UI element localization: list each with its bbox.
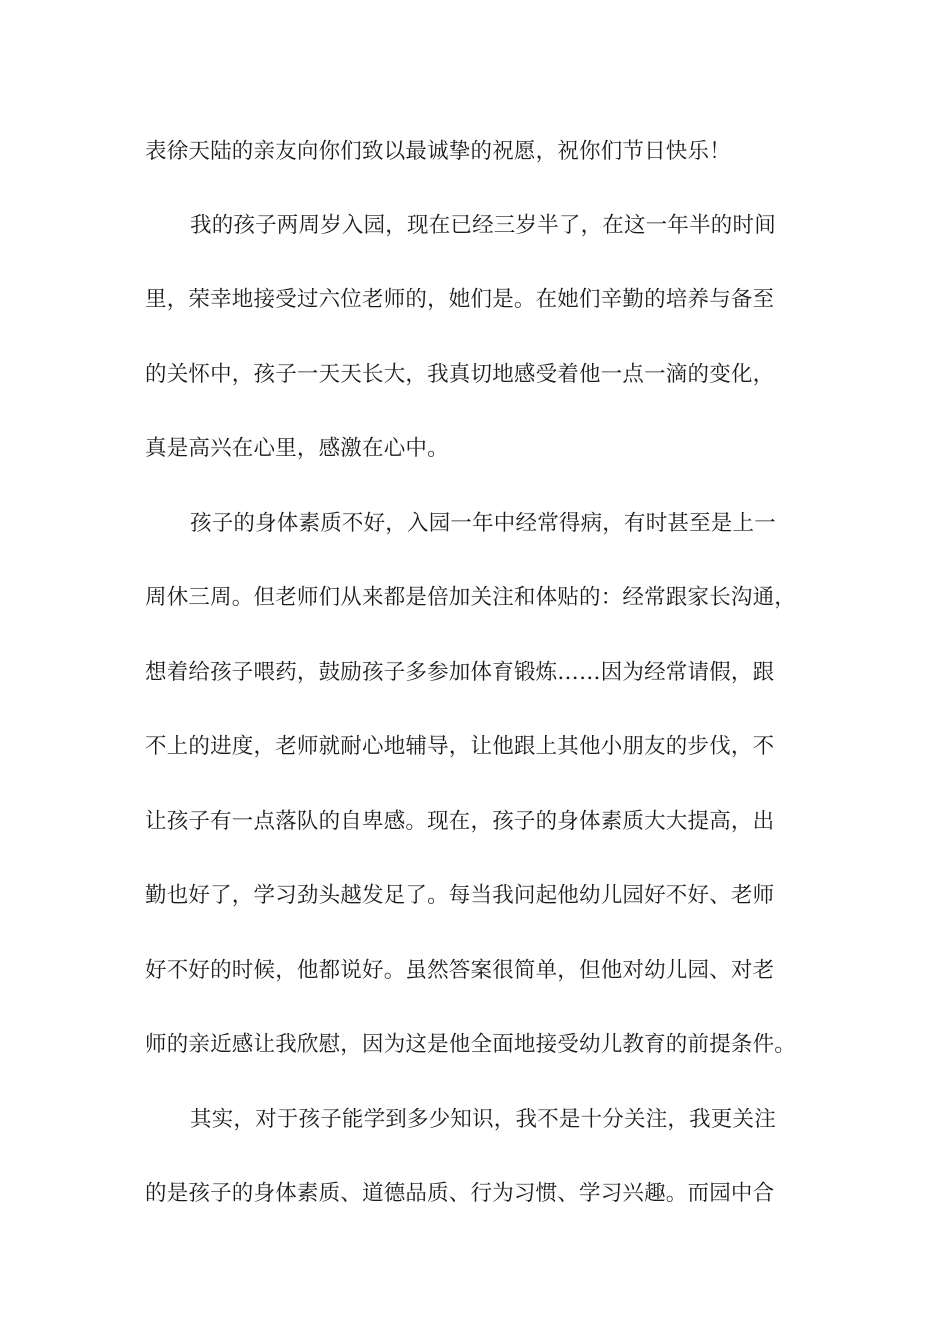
text-line-3: 里，荣幸地接受过六位老师的，她们是。在她们辛勤的培养与备至 bbox=[145, 287, 775, 312]
text-line-10: 让孩子有一点落队的自卑感。现在，孩子的身体素质大大提高，出 bbox=[145, 809, 775, 834]
text-line-4: 的关怀中，孩子一天天长大，我真切地感受着他一点一滴的变化， bbox=[145, 362, 775, 387]
text-line-9: 不上的进度，老师就耐心地辅导，让他跟上其他小朋友的步伐，不 bbox=[145, 734, 775, 759]
text-line-1: 表徐天陆的亲友向你们致以最诚挚的祝愿，祝你们节日快乐！ bbox=[145, 139, 731, 164]
text-line-2: 我的孩子两周岁入园，现在已经三岁半了，在这一年半的时间 bbox=[190, 213, 776, 238]
text-line-7: 周休三周。但老师们从来都是倍加关注和体贴的：经常跟家长沟通， bbox=[145, 585, 797, 610]
text-line-6: 孩子的身体素质不好，入园一年中经常得病，有时甚至是上一 bbox=[190, 511, 776, 536]
text-line-11: 勤也好了，学习劲头越发足了。每当我问起他幼儿园好不好、老师 bbox=[145, 883, 775, 908]
text-line-8: 想着给孩子喂药，鼓励孩子多参加体育锻炼……因为经常请假，跟 bbox=[145, 660, 775, 685]
text-line-5: 真是高兴在心里，感激在心中。 bbox=[145, 436, 449, 461]
text-line-13: 师的亲近感让我欣慰，因为这是他全面地接受幼儿教育的前提条件。 bbox=[145, 1032, 797, 1057]
text-line-12: 好不好的时候，他都说好。虽然答案很简单，但他对幼儿园、对老 bbox=[145, 958, 775, 983]
text-line-14: 其实，对于孩子能学到多少知识，我不是十分关注，我更关注 bbox=[190, 1107, 776, 1132]
text-line-15: 的是孩子的身体素质、道德品质、行为习惯、学习兴趣。而园中合 bbox=[145, 1181, 775, 1206]
